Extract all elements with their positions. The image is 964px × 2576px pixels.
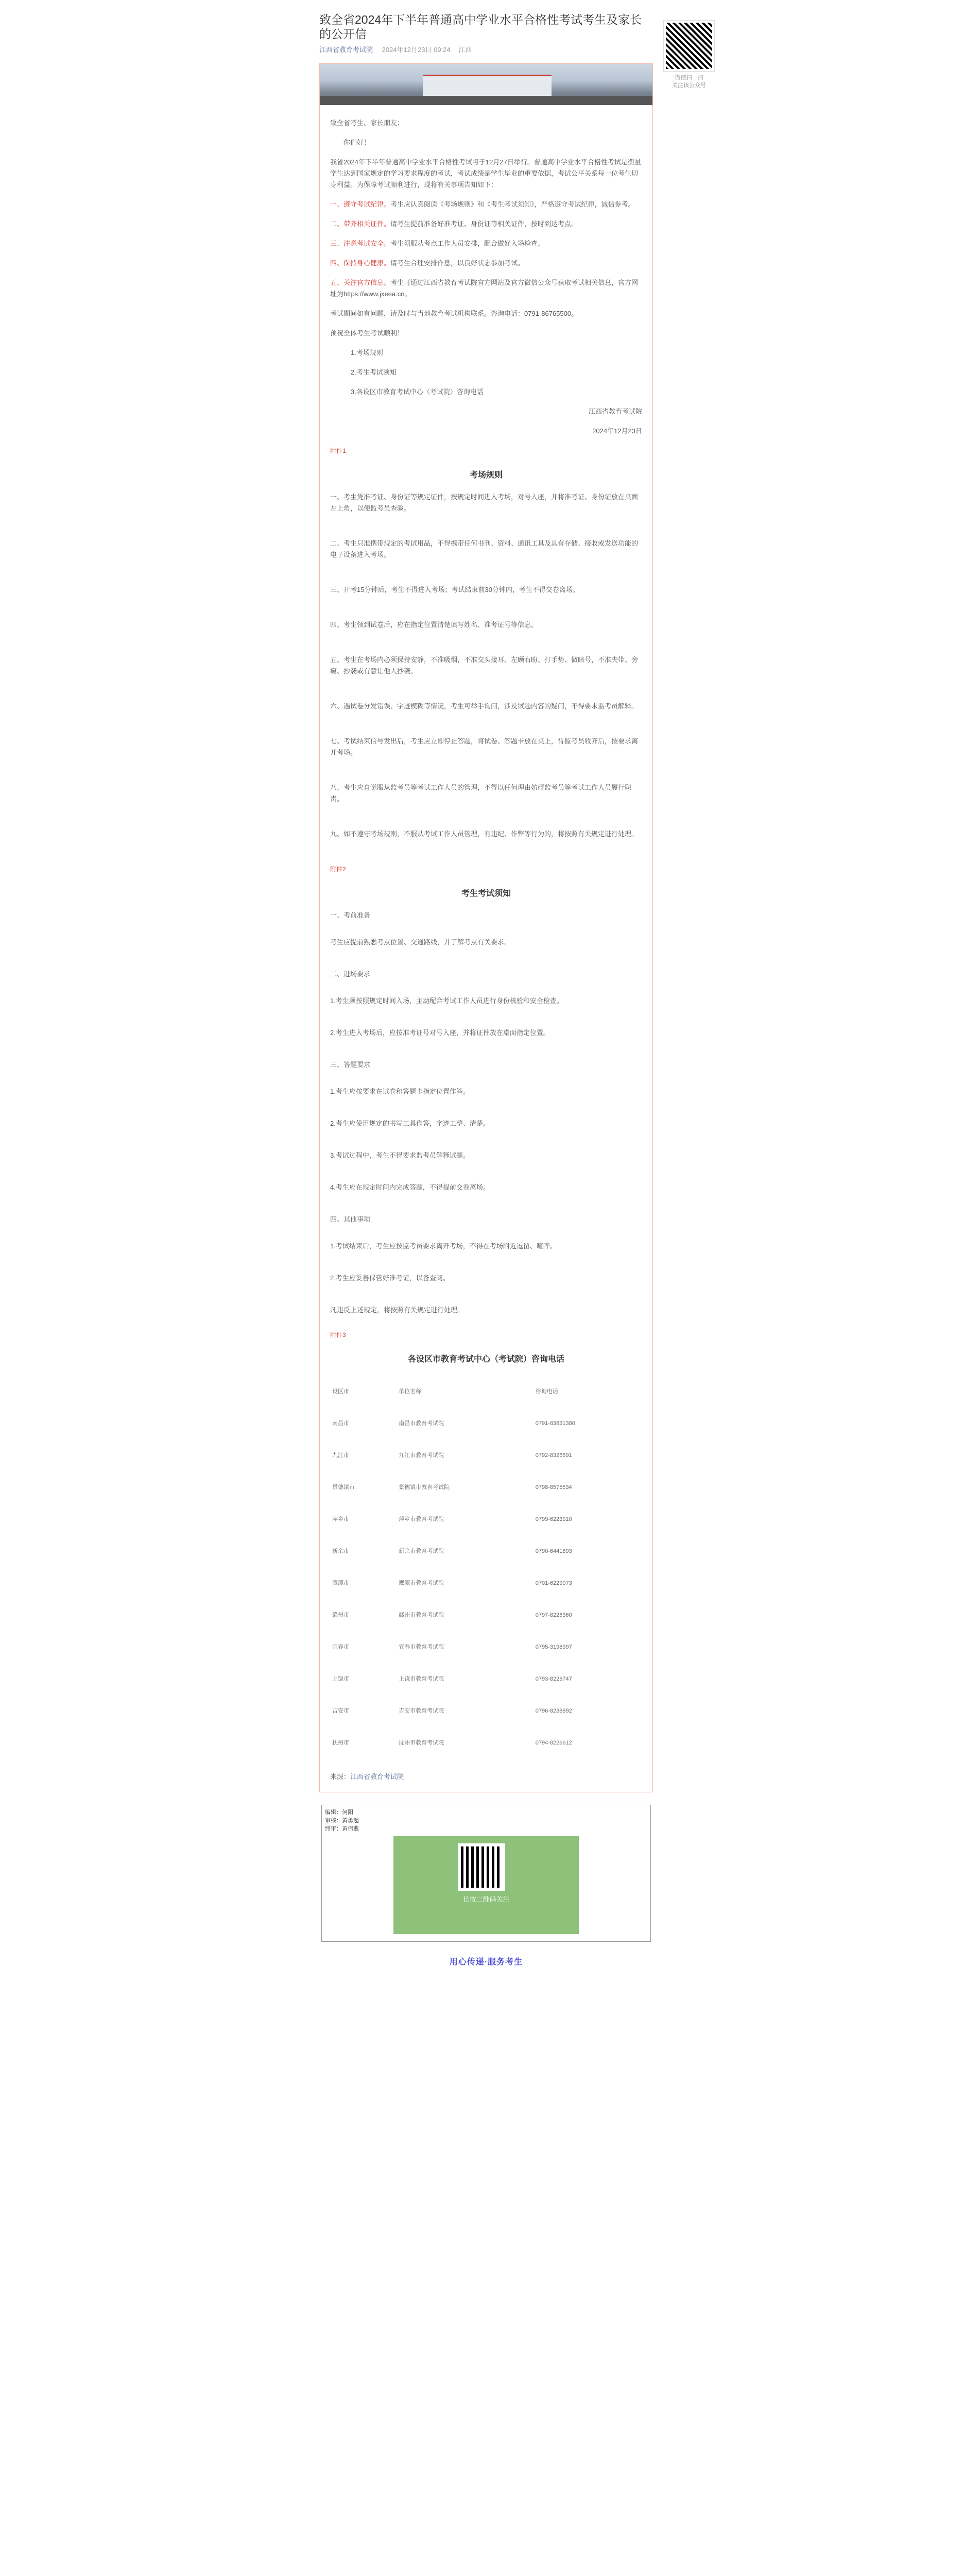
footer-card <box>321 1805 651 1942</box>
notice-item: 1.考生应按要求在试卷和答题卡指定位置作答。 <box>330 1088 470 1095</box>
table-header-cell: 设区市 <box>332 1388 349 1395</box>
table-cell: 吉安市教育考试院 <box>399 1708 444 1714</box>
publish-location: 江西 <box>458 46 472 54</box>
table-cell: 0795-3198997 <box>535 1644 572 1650</box>
source-link[interactable]: 江西省教育考试院 <box>350 1773 404 1781</box>
table-cell: 0792-8326691 <box>535 1452 572 1459</box>
notice-title: 考生考试须知 <box>461 889 511 898</box>
footer-qr-code[interactable] <box>458 1843 505 1891</box>
notice-item: 1.考生须按照规定时间入场，主动配合考试工作人员进行身份核验和安全检查。 <box>330 997 563 1005</box>
signature: 江西省教育考试院 <box>588 408 642 415</box>
rule-item: 七、考试结束信号发出后，考生应立即停止答题，将试卷、答题卡放在桌上，待监考员收齐后，按要求离开考场。 <box>330 737 639 756</box>
greeting-2: 你们好！ <box>343 139 371 146</box>
banner-building <box>423 75 552 96</box>
follow-qr-panel <box>660 21 718 90</box>
account-name-link[interactable]: 江西省教育考试院 <box>319 46 373 54</box>
contact-paragraph: 考试期间如有问题，请及时与当地教育考试机构联系。咨询电话：0791-86765500。 <box>330 310 578 317</box>
article-body <box>319 63 653 1792</box>
rule-item: 一、考生凭准考证、身份证等规定证件，按规定时间进入考场，对号入座，并将准考证、身份证放在桌面左上角，以便监考员查验。 <box>330 493 639 512</box>
article-meta <box>319 44 653 54</box>
footer-qr-banner <box>393 1836 579 1934</box>
sign-date: 2024年12月23日 <box>592 427 642 435</box>
table-cell: 0797-8226360 <box>535 1612 572 1618</box>
notice-item: 2.考生应使用规定的书写工具作答，字迹工整、清楚。 <box>330 1120 490 1127</box>
rule-item: 八、考生应自觉服从监考员等考试工作人员的管理，不得以任何理由妨碍监考员等考试工作人员履行职责。 <box>330 784 632 803</box>
table-cell: 0793-8226747 <box>535 1676 572 1682</box>
source-line <box>330 1759 642 1792</box>
table-cell: 景德镇市教育考试院 <box>399 1484 450 1490</box>
table-cell: 上饶市教育考试院 <box>399 1676 444 1682</box>
wish-paragraph: 预祝全体考生考试顺利！ <box>330 329 404 337</box>
table-row <box>330 1663 642 1695</box>
table-cell: 抚州市 <box>332 1740 349 1746</box>
table-cell: 九江市教育考试院 <box>399 1452 444 1459</box>
section-2-heading: 二、带齐相关证件。 <box>330 220 391 228</box>
footer-qr-label: 长按二维码关注 <box>462 1895 510 1903</box>
table-cell: 宜春市教育考试院 <box>399 1644 444 1650</box>
attachment-2-label: 附件2 <box>330 866 346 873</box>
source-label: 来源： <box>330 1773 351 1781</box>
notice-item: 1.考试结束后，考生应按监考员要求离开考场，不得在考场附近逗留、喧哗。 <box>330 1242 557 1250</box>
table-cell: 0799-6223910 <box>535 1516 572 1522</box>
table-cell: 新余市教育考试院 <box>399 1548 444 1554</box>
attachment-list-item: 1.考场规则 <box>351 349 383 357</box>
notice-heading: 二、进场要求 <box>330 970 371 978</box>
table-cell: 南昌市教育考试院 <box>399 1420 444 1427</box>
rule-item: 六、遇试卷分发错误、字迹模糊等情况，考生可举手询问，涉及试题内容的疑问，不得要求监考员解释。 <box>330 702 639 710</box>
section-1-heading: 一、遵守考试纪律。 <box>330 200 391 208</box>
table-row <box>330 1503 642 1535</box>
table-cell: 上饶市 <box>332 1676 349 1682</box>
follow-qr-code[interactable] <box>664 21 714 71</box>
notice-item: 4.考生应在规定时间内完成答题，不得提前交卷离场。 <box>330 1183 490 1191</box>
table-cell: 新余市 <box>332 1548 349 1554</box>
section-5-heading: 五、关注官方信息。 <box>330 279 391 286</box>
table-row <box>330 1727 642 1759</box>
attachment-1-label: 附件1 <box>330 447 346 454</box>
table-row <box>330 1408 642 1439</box>
table-cell: 鹰潭市教育考试院 <box>399 1580 444 1586</box>
attachment-list-item: 2.考生考试须知 <box>351 368 397 376</box>
follow-qr-caption: 微信扫一扫 关注该公众号 <box>672 75 706 89</box>
notice-item: 2.考生进入考场后，应按准考证号对号入座，并将证件放在桌面指定位置。 <box>330 1029 550 1037</box>
table-cell: 鹰潭市 <box>332 1580 349 1586</box>
table-cell: 宜春市 <box>332 1644 349 1650</box>
final-reviewer-line: 终审：黄伟燕 <box>325 1826 359 1832</box>
table-cell: 赣州市 <box>332 1612 349 1618</box>
table-row <box>330 1535 642 1567</box>
greeting-1: 致全省考生、家长朋友： <box>330 119 404 127</box>
attachment-list-item: 3.各设区市教育考试中心（考试院）咨询电话 <box>351 388 484 396</box>
section-5 <box>330 277 642 300</box>
table-cell: 0796-8238892 <box>535 1708 572 1714</box>
table-cell: 景德镇市 <box>332 1484 355 1490</box>
table-row <box>330 1631 642 1663</box>
table-row <box>330 1471 642 1503</box>
rules-title: 考场规则 <box>469 471 503 480</box>
section-1 <box>330 199 642 210</box>
attachment-3-label: 附件3 <box>330 1331 346 1338</box>
notice-item: 3.考试过程中，考生不得要求监考员解释试题。 <box>330 1151 470 1159</box>
notice-item: 2.考生应妥善保管好准考证，以备查阅。 <box>330 1274 450 1282</box>
footer-motto: 用心传递·服务考生 <box>449 1958 523 1967</box>
section-4-text: 请考生合理安排作息，以良好状态参加考试。 <box>390 259 525 267</box>
table-cell: 萍乡市教育考试院 <box>399 1516 444 1522</box>
table-cell: 0794-8226612 <box>535 1740 572 1746</box>
table-cell: 赣州市教育考试院 <box>399 1612 444 1618</box>
editor-line: 编辑：何阳 <box>325 1809 353 1816</box>
table-cell: 0798-8575534 <box>535 1484 572 1490</box>
rule-item: 四、考生领到试卷后，应在指定位置清楚填写姓名、准考证号等信息。 <box>330 621 538 629</box>
reviewer-line: 审核：黄勇超 <box>325 1818 359 1824</box>
table-header-cell: 咨询电话 <box>535 1388 558 1395</box>
notice-heading: 三、答题要求 <box>330 1061 371 1069</box>
contacts-table <box>330 1376 642 1759</box>
section-3-text: 考生须服从考点工作人员安排，配合做好入场检查。 <box>390 240 545 247</box>
section-3 <box>330 238 642 249</box>
article-title: 致全省2024年下半年普通高中学业水平合格性考试考生及家长的公开信 <box>319 13 642 41</box>
table-row <box>330 1439 642 1471</box>
table-cell: 0790-6441893 <box>535 1548 572 1554</box>
table-cell: 吉安市 <box>332 1708 349 1714</box>
table-header-row <box>330 1376 642 1408</box>
rule-item: 二、考生只准携带规定的考试用品，不得携带任何书刊、资料、通讯工具及具有存储、接收或发送功能的电子设备进入考场。 <box>330 539 639 558</box>
section-3-heading: 三、注意考试安全。 <box>330 240 391 247</box>
table-cell: 九江市 <box>332 1452 349 1459</box>
rule-item: 九、如不遵守考场规则，不服从考试工作人员管理，有违纪、作弊等行为的，将按照有关规定进行处理。 <box>330 830 639 838</box>
table-cell: 萍乡市 <box>332 1516 349 1522</box>
table-row <box>330 1599 642 1631</box>
table-cell: 0791-83831380 <box>535 1420 575 1427</box>
article-content <box>320 105 652 1792</box>
table-cell: 抚州市教育考试院 <box>399 1740 444 1746</box>
table-header-cell: 单位名称 <box>399 1388 422 1395</box>
rule-item: 五、考生在考场内必须保持安静，不准吸烟，不准交头接耳、左顾右盼、打手势、做暗号，不准夹带、旁窥、抄袭或有意让他人抄袭。 <box>330 656 639 675</box>
section-1-text: 考生应认真阅读《考场规则》和《考生考试须知》，严格遵守考试纪律，诚信参考。 <box>390 200 635 208</box>
article <box>319 0 653 1980</box>
section-4 <box>330 258 642 269</box>
publish-date: 2024年12月23日 09:24 <box>382 46 451 54</box>
table-row <box>330 1695 642 1727</box>
table-cell: 0701-6229073 <box>535 1580 572 1586</box>
notice-item: 考生应提前熟悉考点位置、交通路线，并了解考点有关要求。 <box>330 938 511 946</box>
section-5-text: 考生可通过江西省教育考试院官方网站及官方微信公众号获取考试相关信息，官方网址为https://www.jxeea.cn。 <box>330 279 639 298</box>
section-4-heading: 四、保持身心健康。 <box>330 259 391 267</box>
banner-road <box>320 96 652 105</box>
section-2-text: 请考生提前准备好准考证、身份证等相关证件，按时到达考点。 <box>390 220 578 228</box>
notice-closing: 凡违反上述规定，将按照有关规定进行处理。 <box>330 1306 464 1314</box>
table-row <box>330 1567 642 1599</box>
rule-item: 三、开考15分钟后，考生不得进入考场；考试结束前30分钟内，考生不得交卷离场。 <box>330 586 579 594</box>
banner-image <box>320 64 652 105</box>
notice-heading: 四、其他事项 <box>330 1215 371 1223</box>
contacts-title: 各设区市教育考试中心（考试院）咨询电话 <box>407 1355 564 1364</box>
table-cell: 南昌市 <box>332 1420 349 1427</box>
notice-heading: 一、考前准备 <box>330 911 371 919</box>
section-2 <box>330 218 642 230</box>
intro-paragraph: 我省2024年下半年普通高中学业水平合格性考试将于12月27日举行。普通高中学业水平合格性考试是衡量学生达到国家规定的学习要求程度的考试，考试成绩是学生毕业的重要依据，考试公平关系每一位考生切身利益。为保障考试顺利进行，现将有关事项告知如下： <box>330 158 641 189</box>
